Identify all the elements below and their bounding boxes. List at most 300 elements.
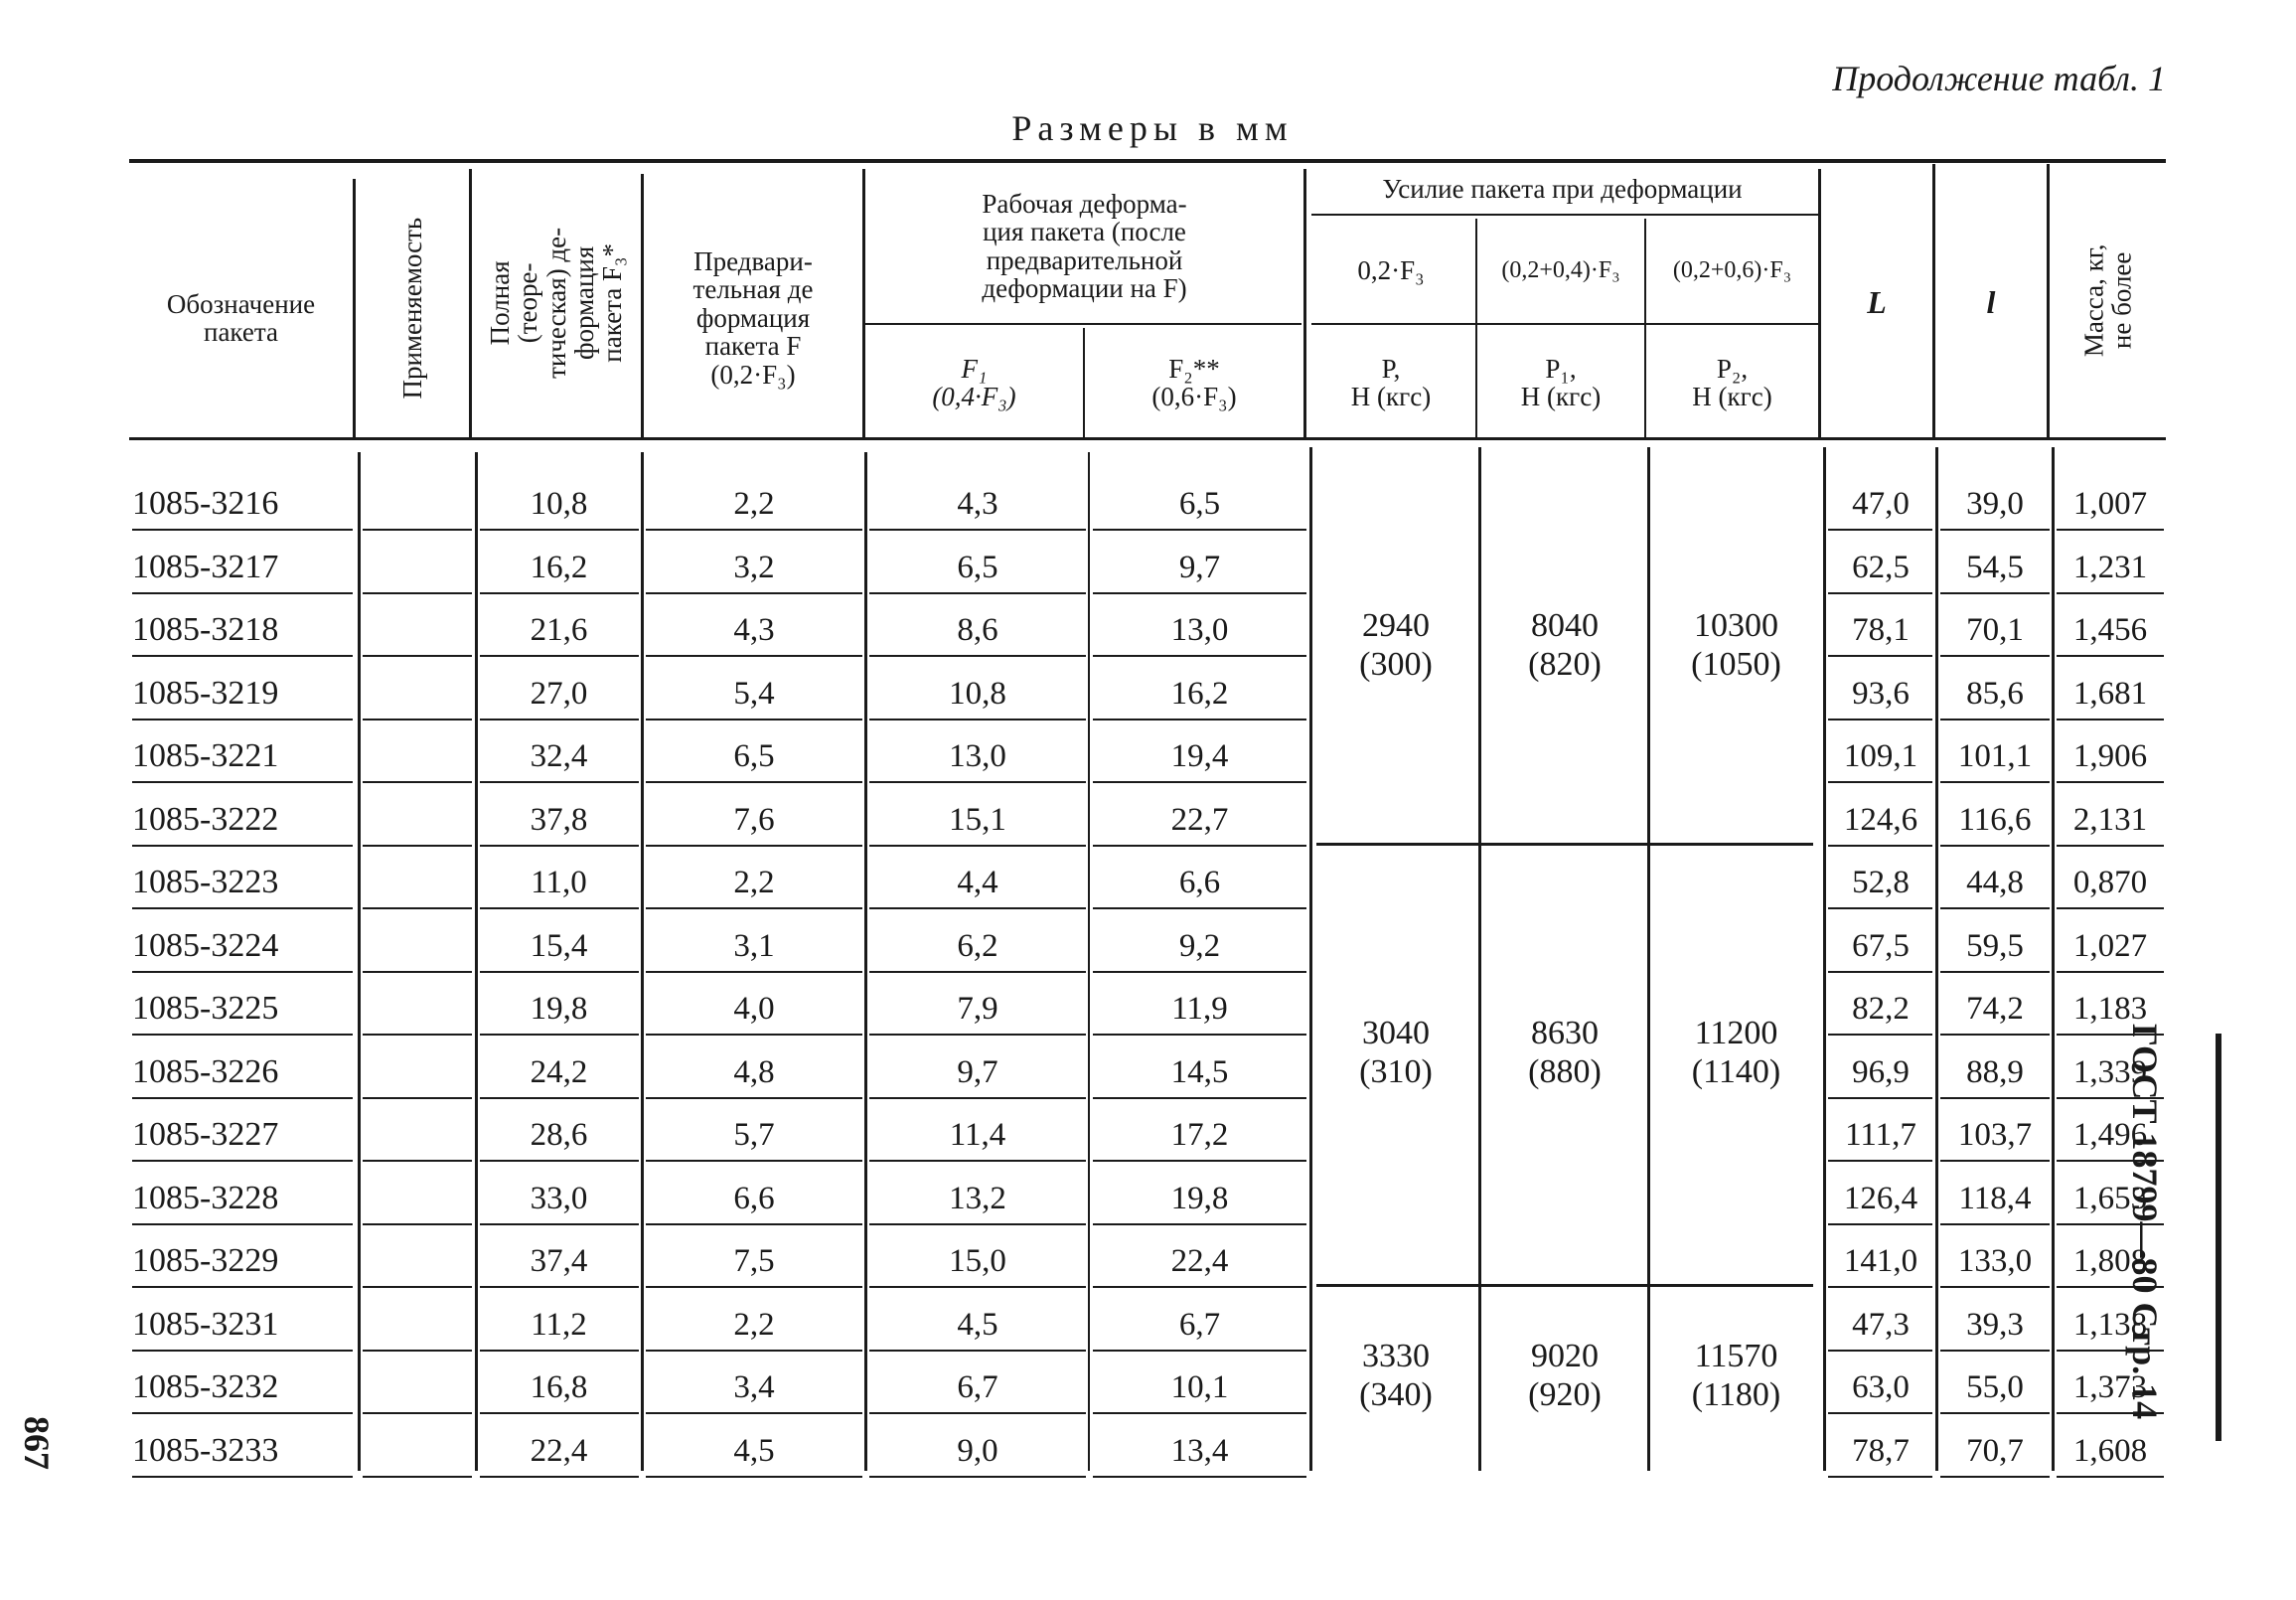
row-rule <box>1940 1223 2050 1225</box>
row-rule <box>2057 719 2164 720</box>
row-rule <box>646 1160 862 1162</box>
row-rule <box>1828 719 1932 720</box>
force-p-cell: 3040 (310) <box>1359 1015 1433 1091</box>
row-rule <box>1093 529 1306 531</box>
row-rule <box>1940 845 2050 847</box>
row-rule <box>1093 1160 1306 1162</box>
cell-f2: 6,6 <box>1178 865 1221 900</box>
row-rule <box>646 592 862 594</box>
cell-des: 1085-3217 <box>132 548 279 585</box>
force-p-cell: 3330 (340) <box>1359 1338 1433 1414</box>
row-rule <box>132 1034 353 1036</box>
cell-full: 21,6 <box>530 612 588 648</box>
cell-pre: 3,4 <box>733 1369 775 1405</box>
cell-f2: 10,1 <box>1170 1369 1229 1405</box>
row-rule <box>646 845 862 847</box>
cell-m: 2,131 <box>2072 801 2148 838</box>
row-rule <box>480 1476 639 1478</box>
row-rule <box>1093 1286 1306 1288</box>
table-top-rule <box>129 159 2166 163</box>
col-divider <box>1478 447 1481 1471</box>
row-rule <box>869 1223 1086 1225</box>
cell-l: 88,9 <box>1966 1053 2024 1090</box>
header-force-group: Усилие пакета при деформации <box>1382 173 1743 204</box>
row-rule <box>363 1034 472 1036</box>
cell-L: 96,9 <box>1852 1053 1910 1090</box>
row-rule <box>363 907 472 909</box>
side-bar-rule <box>2216 1034 2221 1441</box>
cell-full: 22,4 <box>530 1432 588 1469</box>
header-l: l <box>1986 284 1996 321</box>
cell-l: 74,2 <box>1966 991 2024 1027</box>
cell-l: 103,7 <box>1957 1117 2033 1153</box>
row-rule <box>480 781 639 783</box>
row-rule <box>1093 971 1306 973</box>
row-rule <box>646 1097 862 1099</box>
cell-f2: 22,4 <box>1170 1243 1229 1279</box>
row-rule <box>1093 845 1306 847</box>
row-rule <box>480 845 639 847</box>
row-rule <box>1828 1286 1932 1288</box>
cell-f1: 11,4 <box>949 1117 1006 1153</box>
row-rule <box>363 1350 472 1352</box>
cell-full: 27,0 <box>530 675 588 712</box>
cell-f1: 13,0 <box>949 738 1006 774</box>
cell-L: 63,0 <box>1852 1369 1910 1405</box>
row-rule <box>869 529 1086 531</box>
cell-pre: 2,2 <box>733 486 775 522</box>
cell-f1: 9,7 <box>957 1053 998 1090</box>
row-rule <box>1828 1350 1932 1352</box>
cell-pre: 2,2 <box>733 865 775 900</box>
cell-f2: 9,2 <box>1178 927 1221 964</box>
row-rule <box>480 971 639 973</box>
cell-m: 1,138 <box>2072 1306 2148 1343</box>
work-deform-rule <box>864 323 1301 325</box>
row-rule <box>646 1286 862 1288</box>
row-rule <box>132 1160 353 1162</box>
cell-l: 39,0 <box>1966 486 2024 522</box>
cell-pre: 3,2 <box>733 549 775 585</box>
cell-pre: 4,0 <box>733 991 775 1027</box>
row-rule <box>1828 655 1932 657</box>
cell-f1: 15,0 <box>949 1243 1006 1279</box>
cell-L: 78,7 <box>1852 1432 1910 1469</box>
col-divider <box>1647 447 1650 1471</box>
row-rule <box>1940 907 2050 909</box>
header-force-0204: (0,2+0,4)·F₃ <box>1501 256 1620 283</box>
cell-m: 1,231 <box>2072 549 2148 585</box>
cell-m: 1,653 <box>2072 1180 2148 1216</box>
cell-f2: 22,7 <box>1170 801 1229 838</box>
row-rule <box>480 1034 639 1036</box>
row-rule <box>480 1223 639 1225</box>
row-rule <box>132 1412 353 1414</box>
row-rule <box>132 719 353 720</box>
cell-pre: 6,5 <box>733 738 775 774</box>
row-rule <box>1940 781 2050 783</box>
row-rule <box>363 1286 472 1288</box>
force-sub-rule <box>1311 323 1818 325</box>
row-rule <box>2057 971 2164 973</box>
header-f1: F₁ (0,4·F₃) <box>932 353 1016 411</box>
row-rule <box>869 1412 1086 1414</box>
row-rule <box>869 907 1086 909</box>
cell-f1: 4,5 <box>957 1306 998 1343</box>
row-rule <box>869 845 1086 847</box>
cell-m: 1,681 <box>2072 675 2148 712</box>
row-rule <box>646 907 862 909</box>
row-rule <box>1093 907 1306 909</box>
cell-f2: 9,7 <box>1178 549 1221 585</box>
row-rule <box>2057 845 2164 847</box>
force-p-cell: 2940 (300) <box>1359 607 1433 684</box>
cell-f2: 19,8 <box>1170 1180 1229 1216</box>
cell-l: 85,6 <box>1966 675 2024 712</box>
cell-L: 82,2 <box>1852 991 1910 1027</box>
row-rule <box>1093 1476 1306 1478</box>
cell-full: 16,2 <box>530 549 588 585</box>
force-p1-cell: 9020 (920) <box>1528 1338 1602 1414</box>
row-rule <box>2057 781 2164 783</box>
cell-des: 1085-3219 <box>132 674 279 712</box>
row-rule <box>1828 1160 1932 1162</box>
row-rule <box>480 592 639 594</box>
header-force-02: 0,2·F₃ <box>1357 255 1425 286</box>
row-rule <box>869 1034 1086 1036</box>
row-rule <box>363 1412 472 1414</box>
cell-l: 133,0 <box>1957 1243 2033 1279</box>
row-rule <box>1093 781 1306 783</box>
cell-des: 1085-3222 <box>132 800 279 838</box>
cell-l: 116,6 <box>1958 801 2032 838</box>
row-rule <box>1828 1034 1932 1036</box>
row-rule <box>363 1160 472 1162</box>
cell-l: 59,5 <box>1966 927 2024 964</box>
cell-l: 54,5 <box>1966 549 2024 585</box>
cell-pre: 6,6 <box>733 1180 775 1216</box>
cell-m: 1,808 <box>2072 1243 2148 1279</box>
row-rule <box>646 781 862 783</box>
header-mass: Масса, кг, не более <box>2078 243 2137 358</box>
row-rule <box>132 1097 353 1099</box>
cell-L: 124,6 <box>1843 801 1918 838</box>
cell-des: 1085-3232 <box>132 1368 279 1405</box>
cell-pre: 7,6 <box>733 801 775 838</box>
row-rule <box>480 655 639 657</box>
cell-L: 52,8 <box>1852 865 1910 900</box>
row-rule <box>1828 529 1932 531</box>
cell-m: 1,027 <box>2072 927 2148 964</box>
cell-full: 37,8 <box>530 801 588 838</box>
row-rule <box>646 529 862 531</box>
cell-f1: 7,9 <box>957 991 998 1027</box>
cell-full: 24,2 <box>530 1053 588 1090</box>
row-rule <box>132 907 353 909</box>
row-rule <box>1940 592 2050 594</box>
row-rule <box>1093 1034 1306 1036</box>
gost-side-title: ГОСТ 18799—80 Стр. 14 <box>2125 1024 2165 1420</box>
row-rule <box>2057 655 2164 657</box>
row-rule <box>480 719 639 720</box>
row-rule <box>1940 655 2050 657</box>
row-rule <box>480 907 639 909</box>
cell-m: 1,339 <box>2072 1053 2148 1090</box>
row-rule <box>869 1097 1086 1099</box>
cell-l: 70,1 <box>1966 612 2024 648</box>
cell-des: 1085-3227 <box>132 1116 279 1153</box>
force-group-rule <box>1311 214 1818 216</box>
cell-f1: 6,2 <box>957 927 998 964</box>
cell-f2: 17,2 <box>1170 1117 1229 1153</box>
cell-L: 47,0 <box>1852 486 1910 522</box>
cell-L: 126,4 <box>1843 1180 1918 1216</box>
cell-l: 118,4 <box>1958 1180 2032 1216</box>
row-rule <box>2057 529 2164 531</box>
row-rule <box>1940 1034 2050 1036</box>
cell-L: 67,5 <box>1852 927 1910 964</box>
row-rule <box>869 1160 1086 1162</box>
row-rule <box>132 845 353 847</box>
row-rule <box>2057 907 2164 909</box>
cell-f2: 16,2 <box>1170 675 1229 712</box>
row-rule <box>2057 1476 2164 1478</box>
cell-full: 32,4 <box>530 738 588 774</box>
force-group-divider <box>1316 1284 1813 1287</box>
row-rule <box>363 655 472 657</box>
row-rule <box>646 1412 862 1414</box>
row-rule <box>869 655 1086 657</box>
row-rule <box>132 1350 353 1352</box>
row-rule <box>363 971 472 973</box>
row-rule <box>132 655 353 657</box>
header-pre-deformation: Предвари- тельная де формация пакета F (0,2·F₃) <box>692 246 814 390</box>
row-rule <box>1828 971 1932 973</box>
col-divider <box>1309 447 1312 1471</box>
row-rule <box>363 719 472 720</box>
row-rule <box>1940 1350 2050 1352</box>
force-p2-cell: 11200 (1140) <box>1691 1015 1781 1091</box>
units-caption: Размеры в мм <box>1011 108 1294 148</box>
cell-full: 19,8 <box>530 991 588 1027</box>
row-rule <box>1828 907 1932 909</box>
cell-f1: 8,6 <box>957 612 998 648</box>
row-rule <box>132 781 353 783</box>
row-rule <box>1093 1097 1306 1099</box>
row-rule <box>646 719 862 720</box>
header-p: P, Н (кгс) <box>1350 353 1432 411</box>
row-rule <box>1093 1223 1306 1225</box>
cell-m: 1,373 <box>2072 1369 2148 1405</box>
row-rule <box>480 529 639 531</box>
row-rule <box>132 592 353 594</box>
row-rule <box>480 1412 639 1414</box>
row-rule <box>1940 971 2050 973</box>
continuation-label: Продолжение табл. 1 <box>1832 59 2166 98</box>
row-rule <box>1828 1476 1932 1478</box>
row-rule <box>1093 719 1306 720</box>
row-rule <box>869 1350 1086 1352</box>
cell-m: 1,456 <box>2072 612 2148 648</box>
row-rule <box>1093 1412 1306 1414</box>
row-rule <box>1940 1160 2050 1162</box>
col-divider <box>358 452 361 1471</box>
header-p1: P₁, Н (кгс) <box>1520 353 1602 411</box>
cell-L: 93,6 <box>1852 675 1910 712</box>
row-rule <box>2057 592 2164 594</box>
cell-L: 78,1 <box>1852 612 1910 648</box>
cell-m: 1,496 <box>2072 1117 2148 1153</box>
cell-des: 1085-3225 <box>132 990 279 1027</box>
header-bottom-rule <box>129 437 2166 440</box>
cell-des: 1085-3224 <box>132 926 279 964</box>
cell-L: 47,3 <box>1852 1306 1910 1343</box>
row-rule <box>1940 1476 2050 1478</box>
cell-f1: 4,4 <box>957 865 998 900</box>
force-p2-cell: 11570 (1180) <box>1691 1338 1781 1414</box>
row-rule <box>1828 592 1932 594</box>
cell-pre: 5,7 <box>733 1117 775 1153</box>
row-rule <box>1940 1412 2050 1414</box>
cell-pre: 4,8 <box>733 1053 775 1090</box>
header-p2: P₂, Н (кгс) <box>1692 353 1772 411</box>
row-rule <box>480 1097 639 1099</box>
cell-des: 1085-3233 <box>132 1431 279 1469</box>
header-f2: F₂** (0,6·F₃) <box>1151 353 1237 411</box>
cell-full: 28,6 <box>530 1117 588 1153</box>
row-rule <box>869 592 1086 594</box>
header-L: L <box>1867 284 1887 321</box>
cell-pre: 4,5 <box>733 1432 775 1469</box>
header-work-deformation: Рабочая деформа- ция пакета (после предварительной деформации на F) <box>982 188 1187 303</box>
row-rule <box>1093 655 1306 657</box>
row-rule <box>363 592 472 594</box>
row-rule <box>363 529 472 531</box>
row-rule <box>869 971 1086 973</box>
cell-pre: 3,1 <box>733 927 775 964</box>
cell-f2: 13,0 <box>1170 612 1229 648</box>
cell-f2: 19,4 <box>1170 738 1229 774</box>
cell-des: 1085-3228 <box>132 1179 279 1216</box>
cell-pre: 2,2 <box>733 1306 775 1343</box>
cell-L: 111,7 <box>1845 1117 1916 1153</box>
row-rule <box>869 1286 1086 1288</box>
cell-des: 1085-3231 <box>132 1305 279 1343</box>
row-rule <box>869 1476 1086 1478</box>
row-rule <box>363 845 472 847</box>
row-rule <box>1940 719 2050 720</box>
cell-f1: 15,1 <box>949 801 1006 838</box>
cell-l: 44,8 <box>1966 865 2024 900</box>
row-rule <box>363 1097 472 1099</box>
cell-L: 109,1 <box>1843 738 1918 774</box>
cell-full: 11,2 <box>531 1306 587 1343</box>
page-number: 867 <box>17 1416 57 1470</box>
cell-des: 1085-3226 <box>132 1052 279 1090</box>
row-rule <box>480 1350 639 1352</box>
force-p1-cell: 8040 (820) <box>1528 607 1602 684</box>
row-rule <box>132 1286 353 1288</box>
cell-full: 37,4 <box>530 1243 588 1279</box>
cell-f2: 13,4 <box>1170 1432 1229 1469</box>
cell-pre: 5,4 <box>733 675 775 712</box>
force-p2-cell: 10300 (1050) <box>1691 607 1781 684</box>
header-designation: Обозначение пакета <box>166 288 316 347</box>
cell-f1: 6,7 <box>957 1369 998 1405</box>
cell-f1: 13,2 <box>949 1180 1006 1216</box>
cell-L: 62,5 <box>1852 549 1910 585</box>
force-p1-cell: 8630 (880) <box>1528 1015 1602 1091</box>
row-rule <box>869 719 1086 720</box>
row-rule <box>1940 1286 2050 1288</box>
cell-full: 15,4 <box>530 927 588 964</box>
cell-l: 101,1 <box>1957 738 2033 774</box>
cell-des: 1085-3216 <box>132 485 279 522</box>
cell-l: 70,7 <box>1966 1432 2024 1469</box>
cell-des: 1085-3218 <box>132 611 279 648</box>
header-full-deformation: Полная (теоре- тическая) де- формация пакета F₃* <box>485 227 628 380</box>
cell-full: 16,8 <box>530 1369 588 1405</box>
cell-l: 55,0 <box>1966 1369 2024 1405</box>
row-rule <box>646 971 862 973</box>
header-force-0206: (0,2+0,6)·F₃ <box>1672 256 1792 283</box>
cell-f2: 14,5 <box>1170 1053 1229 1090</box>
row-rule <box>132 1223 353 1225</box>
cell-f1: 6,5 <box>957 549 998 585</box>
row-rule <box>363 1476 472 1478</box>
row-rule <box>1828 781 1932 783</box>
cell-m: 1,608 <box>2072 1432 2148 1469</box>
cell-m: 1,183 <box>2072 991 2148 1027</box>
row-rule <box>1828 1223 1932 1225</box>
cell-f1: 4,3 <box>957 486 998 522</box>
force-group-divider <box>1316 843 1813 846</box>
cell-f1: 9,0 <box>957 1432 998 1469</box>
row-rule <box>1093 1350 1306 1352</box>
row-rule <box>480 1286 639 1288</box>
cell-l: 39,3 <box>1966 1306 2024 1343</box>
row-rule <box>646 1223 862 1225</box>
row-rule <box>1828 845 1932 847</box>
cell-f2: 6,5 <box>1178 486 1221 522</box>
cell-full: 33,0 <box>530 1180 588 1216</box>
cell-m: 0,870 <box>2072 865 2148 900</box>
row-rule <box>1940 529 2050 531</box>
row-rule <box>363 781 472 783</box>
cell-full: 11,0 <box>531 865 587 900</box>
row-rule <box>1828 1412 1932 1414</box>
row-rule <box>132 971 353 973</box>
row-rule <box>132 1476 353 1478</box>
row-rule <box>646 655 862 657</box>
row-rule <box>132 529 353 531</box>
cell-m: 1,007 <box>2072 486 2148 522</box>
row-rule <box>480 1160 639 1162</box>
cell-f2: 11,9 <box>1171 991 1228 1027</box>
cell-des: 1085-3229 <box>132 1242 279 1279</box>
row-rule <box>1093 592 1306 594</box>
header-applicability: Применяемость <box>396 217 427 400</box>
cell-pre: 7,5 <box>733 1243 775 1279</box>
row-rule <box>646 1350 862 1352</box>
row-rule <box>1940 1097 2050 1099</box>
cell-f2: 6,7 <box>1178 1306 1221 1343</box>
row-rule <box>646 1476 862 1478</box>
row-rule <box>1828 1097 1932 1099</box>
cell-des: 1085-3221 <box>132 737 279 774</box>
row-rule <box>363 1223 472 1225</box>
cell-m: 1,906 <box>2072 738 2148 774</box>
